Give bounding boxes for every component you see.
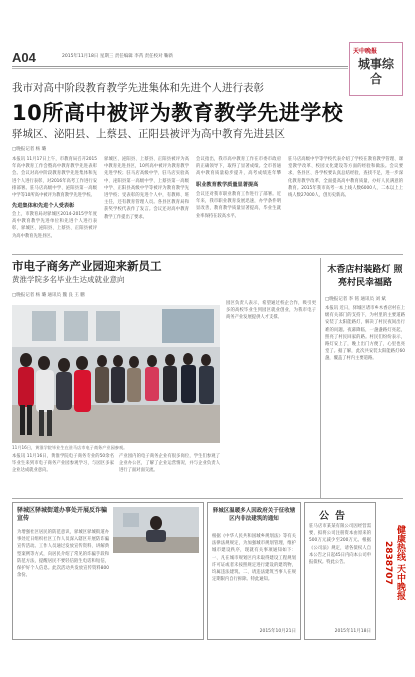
lead-divider [12,254,403,255]
bottom-left-body: 为增强社区居民的防范意识，驿城区驿城街道办事处近日组织社区工作人员深入辖区开展防诈骗宣传活动。工作人员通过发放宣传资料、讲解典型案例等方式，向居民介绍了常见的诈骗手段和防范方法，提醒居民不要轻信陌生电话和短信，保护好个人信息。此次活动共发放宣传资料800余份。 [17,530,109,579]
column-nameplate [349,42,403,96]
bottom-left-box [12,502,204,640]
bottom-divider [12,498,403,499]
lead-column-2: 驿城区、泌阳县、上蔡县、正阳县被评为高中教育先进县区，10所高中被评为教育教学先进学校；驻马店高级中学、驻马店实验高中、泌阳县第一高级中学、上蔡县第一高级中学、正阳县高级中学等被评为教育教学先进学校；受表彰的先进个人中，有教师、班主任，还有教育管理人员。各县区教育局和获奖学校代表作了发言。会议还对高中教育教学工作提出了要求。 [104,157,189,220]
lead-kicker: 我市对高中阶段教育教学先进集体和先进个人进行表彰 [12,82,264,94]
right-story-title: 木香店村装路灯 照亮村民幸福路 [327,265,403,288]
column-brand: 天中晚报 [353,48,378,55]
lead-col3-text-b: 会议还对我市职业教育工作进行了部署。近年来，我市职业教育发展迅速，办学条件明显改善，教育教学质量显著提高，毕业生就业率保持在较高水平。 [196,192,281,219]
header-rule [12,66,348,67]
lead-headline: 10所高中被评为教育教学先进学校 [12,101,344,125]
right-story-body: 本报讯 近日，驿城区诸市乡木香店村在上级有关部门的支持下，为村里的主要道路安装了太阳能路灯，解决了村民夜间出行难的问题。夜幕降临，一盏盏路灯亮起，照亮了村民回家的路。村民们纷纷表示，路灯安上了，晚上出门方便了，心里也亮堂了。据了解，此次共安装太阳能路灯60盏，覆盖了村内主要道路。 [325,306,405,362]
notice-body: 驻马店市某某有限公司因经营需要，拟将公司注册资本由原来的500万元减少至200万元。根据《公司法》规定，请各债权人自本公告之日起45日内向本公司申报债权。特此公告。 [309,524,371,566]
column-name: 城事综合 [357,57,394,86]
story2-subtitle: 黄淮学院多名毕业生达成就业意向 [12,275,125,284]
notice-box [304,502,376,640]
bottom-center-title: 驿城区温暖多人因政府关于征收辖区内非法建筑的通知 [212,508,296,522]
story2-body-2: 产业园内的电子商务企业有很多岗位，学生们参观了企业办公区，了解了企业运营情况，并与企业负责人进行了面对面交流。 [119,454,220,474]
right-story-byline: □晚报记者 李 铭 通讯员 刘 斌 [325,297,386,302]
lead-subhead: 驿城区、泌阳县、上蔡县、正阳县被评为高中教育先进县区 [12,128,285,140]
story2-body-3: 园区负责人表示，希望通过校企合作，吸引更多的高校毕业生到园区就业创业，为我市电子商务产业发展提供人才支撑。 [226,301,316,321]
group-photo-illustration [12,305,220,443]
lead-byline: □晚报记者 杨 璐 [12,147,47,152]
bottom-center-body: 根据《中华人民共和国城乡规划法》等有关法律法规规定，为加强城市规划管理，维护城市建设秩序，现就有关事项通知如下：一、凡在城市规划区内未取得建设工程规划许可证或者未按照规定进行建设的建筑物，均属违法建筑。二、请违法建筑当事人在规定期限内自行拆除。特此通知。 [212,534,296,583]
header-rule-thin [12,68,348,69]
lead-col3-text: 会议指出，我市高中教育工作在市委市政府的正确领导下，取得了显著成绩。全市普通高中教育质量稳步提升，高考成绩连年攀 [196,157,281,177]
vertical-ad: 健康热线 天中晚报 2838707 [383,525,405,601]
notice-title: 公告 [319,511,351,522]
bottom-left-photo [113,507,199,553]
header-meta: 2015年11月18日 星期三 责任编辑 李芮 责任校对 鞠新 [62,54,174,59]
bottom-center-box [207,502,301,640]
right-column-divider [320,258,321,498]
lead-col3-section: 职业教育教学质量显著提高 [196,182,259,188]
bottom-left-title: 驿城区驿城街道办事处开展反诈骗宣传 [17,507,108,522]
story2-body-1: 本报讯 11月16日，黄淮学院电子商务专业的50余名毕业生来到市电子商务产业园参观学习，与园区多家企业达成就业意向。 [12,454,114,474]
lead-column-4: 驻马店高级中学等学校代表介绍了学校在教育教学管理、课堂教学改革、校园文化建设等方面的经验和做法。会议要求，各县区、各学校要认真总结经验，查找不足，进一步深化教育教学改革，全面提高高中教育质量，办好人民满意的教育。2015年我市高考一本上线人数6000人、二本以上上线人数27000人，创历史新高。 [288,157,403,199]
lead-column-1 [12,156,97,252]
story2-photo [12,305,220,443]
lead-col1-text-b: 会上，市教育局对驿城区2014-2015学年度高中教育教学先进单位和先进个人进行表彰，驿城区、泌阳县、上蔡县、正阳县被评为高中教育先进县区。 [12,212,97,239]
lead-column-3 [196,156,281,252]
lead-col1-text: 本报讯 11月17日上午，市教育局召开2015年高中教育工作会暨高中教育教学先进表彰会。会议对高中阶段教育教学先进集体和先进个人进行表彰，对2016年高考工作进行安排部署。驻马店高级中学、泌阳县第一高级中学等10所高中被评为教育教学先进学校。 [12,157,97,199]
story2-title: 市电子商务产业园迎来新员工 [12,259,162,273]
bottom-center-date: 2015年10月21日 [259,629,296,634]
notice-date: 2015年11月18日 [334,629,371,634]
lead-col1-section: 先进集体和先进个人受表彰 [12,203,75,209]
story2-byline: □晚报记者 杨 璐 通讯员 魏 良 王 鹏 [12,293,85,298]
page-number: A04 [12,50,36,65]
office-photo-illustration [113,507,199,553]
story2-caption: 11月16日，黄淮学院毕业生在驻马店市电子商务产业园参观。 [12,445,128,450]
